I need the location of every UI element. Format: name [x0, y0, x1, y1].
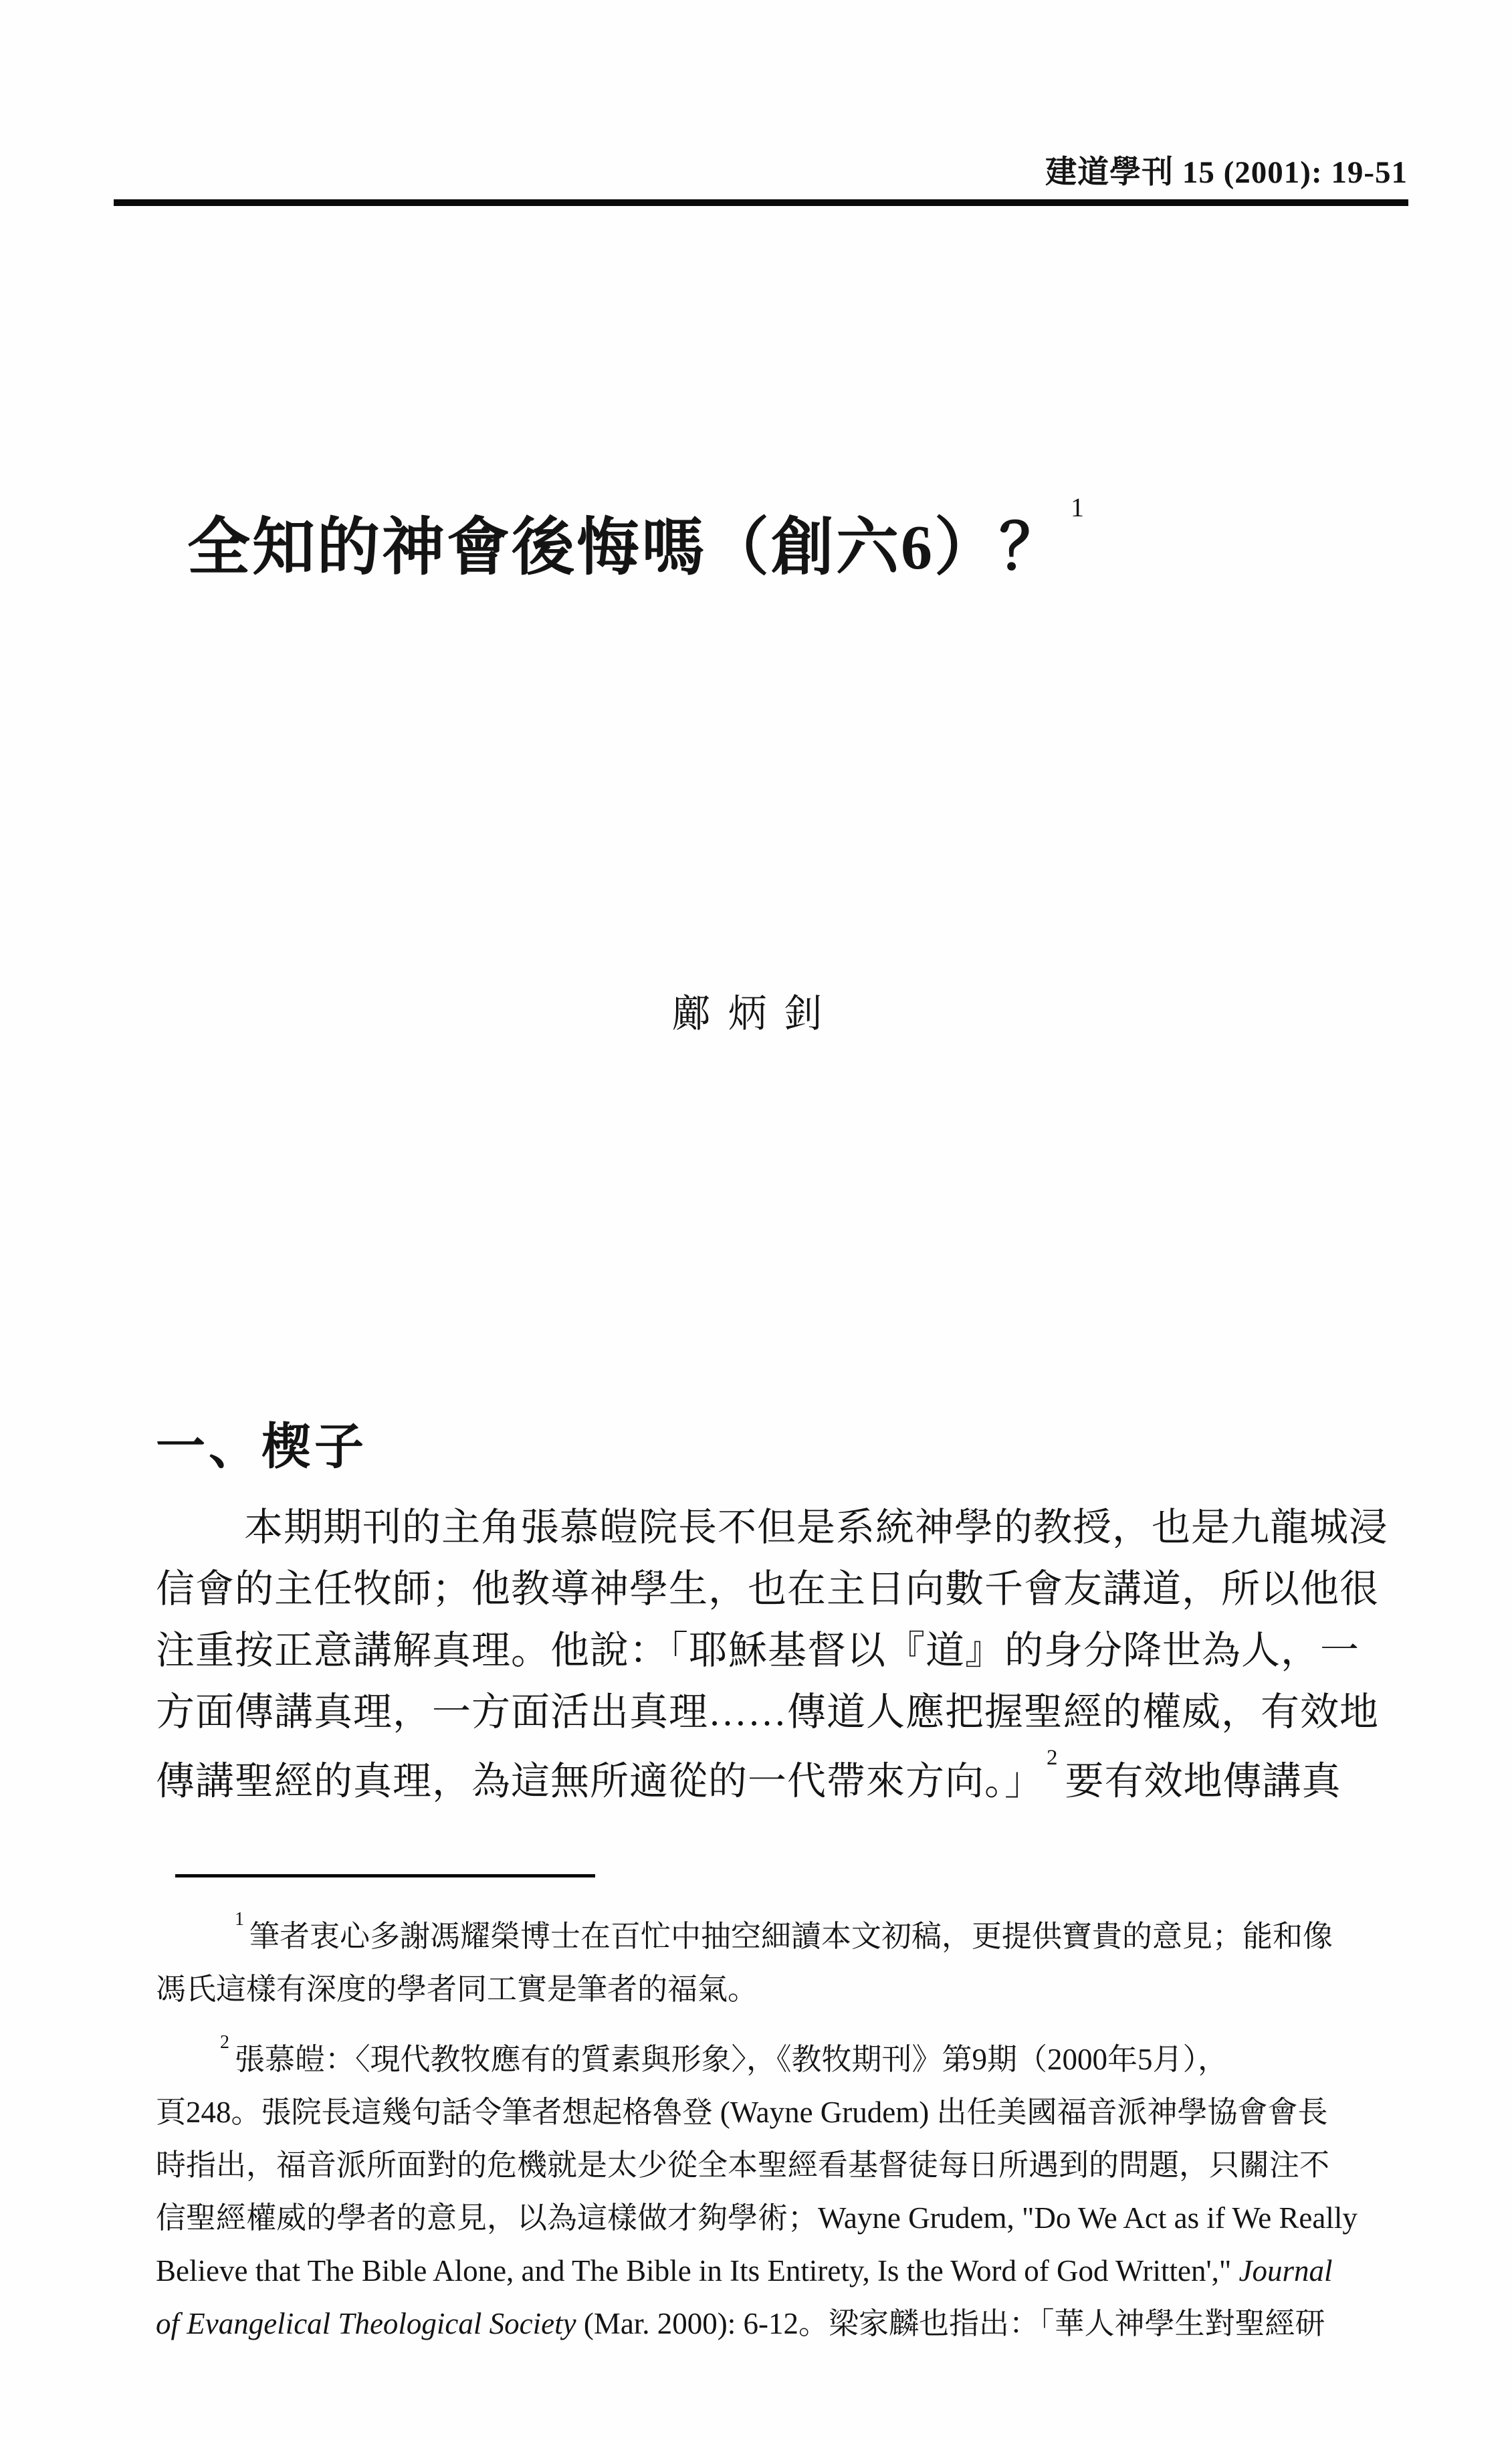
footnote-2-line-5-journal-italic: Journal — [1238, 2254, 1333, 2288]
body-line-2: 信會的主任牧師；他教導神學生，也在主日向數千會友講道，所以他很 — [156, 1567, 1380, 1611]
footnote-1 — [156, 1904, 1380, 2016]
footnote-2-line-6-text: (Mar. 2000): 6-12。梁家麟也指出：「華人神學生對聖經研 — [576, 2307, 1325, 2340]
body-footnote-ref-2: 2 — [1047, 1746, 1059, 1770]
footnote-2-line-6-journal-italic: of Evangelical Theological Society — [156, 2307, 576, 2340]
body-paragraph — [156, 1497, 1389, 1812]
body-line-4: 方面傳講真理，一方面活出真理……傳道人應把握聖經的權威，有效地 — [156, 1690, 1380, 1734]
footnote-2-line-3: 時指出，福音派所面對的危機就是太少從全本聖經看基督徒每日所遇到的問題，只關注不 — [156, 2148, 1330, 2182]
footnote-separator — [175, 1874, 595, 1877]
footnote-2-line-5 — [156, 2245, 1380, 2298]
footnote-1-text: 筆者衷心多謝馮耀榮博士在百忙中抽空細讀本文初稿，更提供寶貴的意見；能和像 — [249, 1920, 1333, 1953]
footnote-2-line-4: 信聖經權威的學者的意見，以為這樣做才夠學術；Wayne Grudem, "Do We Act as if We Really — [156, 2201, 1358, 2235]
journal-citation: 建道學刊 15 (2001): 19-51 — [1045, 155, 1408, 190]
header-rule — [114, 199, 1408, 206]
body-line-5 — [156, 1743, 1376, 1812]
footnote-2-line-5-text: Believe that The Bible Alone, and The Bible in Its Entirety, Is the Word of God Written'," — [156, 2254, 1239, 2288]
body-line-3: 注重按正意講解真理。他說：「耶穌基督以『道』的身分降世為人，一 — [156, 1629, 1360, 1672]
article-title-text: 全知的神會後悔嗎（創六6）？ — [187, 513, 1065, 583]
title-footnote-ref: 1 — [1071, 492, 1087, 522]
footnote-2-line-6 — [156, 2298, 1380, 2350]
footnote-1-marker: 1 — [235, 1909, 244, 1930]
footnote-1-line-1 — [156, 1904, 1380, 1963]
footnote-2-text: 張慕皚：〈現代教牧應有的質素與形象〉，《教牧期刊》第9期（2000年5月）， — [235, 2043, 1228, 2076]
footnote-2 — [156, 2027, 1380, 2350]
footnotes-block — [156, 1904, 1380, 2350]
body-line-5-tail: 要有效地傳講真 — [1065, 1759, 1341, 1803]
body-line-5-text: 傳講聖經的真理，為這無所適從的一代帶來方向。」 — [156, 1759, 1045, 1803]
section-heading: 一、楔子 — [156, 1420, 367, 1475]
footnote-1-line-2: 馮氏這樣有深度的學者同工實是筆者的福氣。 — [156, 1972, 758, 2006]
footnote-2-marker: 2 — [220, 2032, 229, 2053]
author-name: 鄺炳釗 — [671, 992, 841, 1035]
article-title — [187, 492, 1087, 587]
footnote-2-line-1 — [156, 2027, 1380, 2086]
body-line-1: 本期期刊的主角張慕皚院長不但是系統神學的教授，也是九龍城浸 — [244, 1506, 1389, 1549]
footnote-2-line-2: 頁248。張院長這幾句話令筆者想起格魯登 (Wayne Grudem) 出任美國福音派神學協會會長 — [156, 2096, 1328, 2129]
